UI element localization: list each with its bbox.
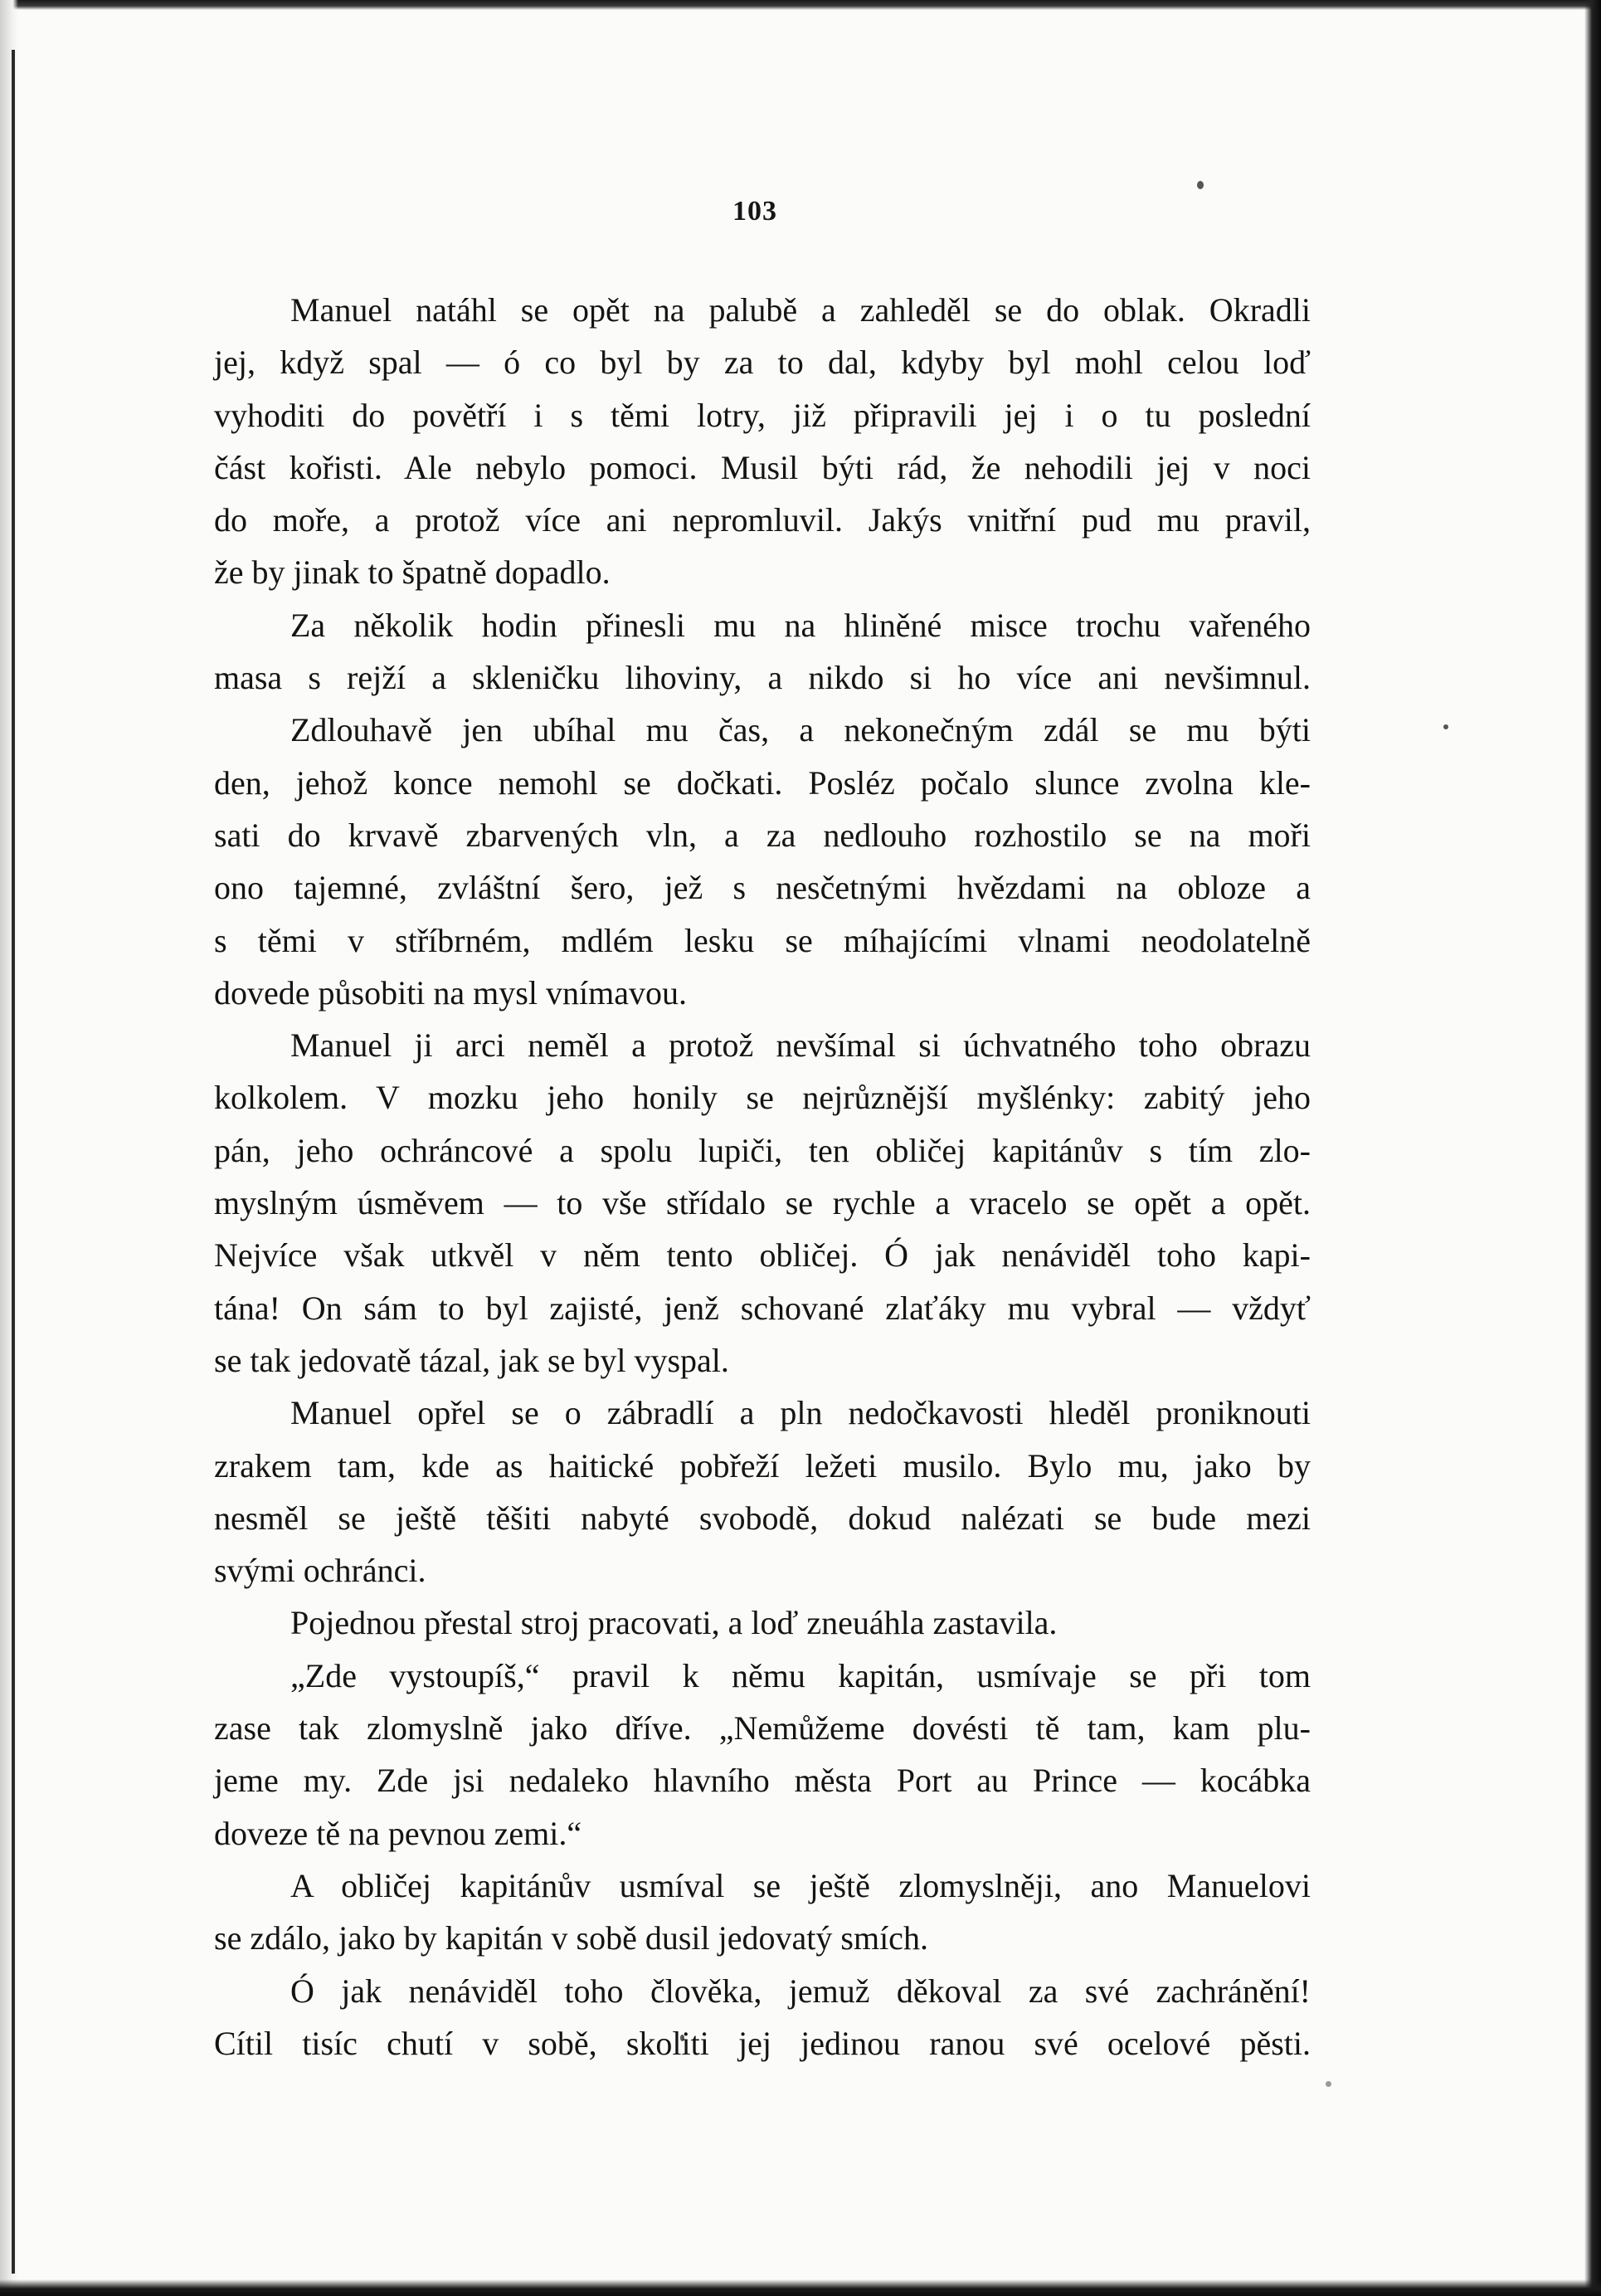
text-line: Cítil tisíc chutí v sobě, skoliti jej jedinou ranou své ocelové pěsti. — [214, 2024, 1311, 2062]
text-line: Pojednou přestal stroj pracovati, a loď zneuáhla zastavila. — [290, 1604, 1058, 1642]
scan-speck — [1443, 724, 1448, 729]
scan-edge-bottom — [0, 2279, 1601, 2296]
text-line: Manuel opřel se o zábradlí a pln nedočkavosti hleděl proniknouti — [290, 1394, 1311, 1432]
text-line: myslným úsměvem — to vše střídalo se rychle a vracelo se opět a opět. — [214, 1184, 1311, 1222]
text-line: svými ochránci. — [214, 1552, 426, 1590]
scan-edge-left — [0, 0, 18, 2296]
text-line: zrakem tam, kde as haitické pobřeží ležeti musilo. Bylo mu, jako by — [214, 1446, 1311, 1484]
text-line: A obličej kapitánův usmíval se ještě zlomyslněji, ano Manuelovi — [290, 1866, 1311, 1904]
body-text — [214, 284, 1311, 2069]
text-line: doveze tě na pevnou zemi.“ — [214, 1814, 582, 1852]
scan-speck — [1326, 2081, 1331, 2087]
text-line: masa s rejží a skleničku lihoviny, a nikdo si ho více ani nevšimnul. — [214, 659, 1311, 697]
binding-line — [12, 50, 15, 2274]
text-line: Ó jak nenáviděl toho člověka, jemuž děkoval za své zachránění! — [290, 1972, 1311, 2010]
text-line: „Zde vystoupíš,“ pravil k němu kapitán, usmívaje se při tom — [290, 1656, 1311, 1694]
page-number: 103 — [732, 196, 777, 227]
text-line: s těmi v stříbrném, mdlém lesku se míhajícími vlnami neodolatelně — [214, 921, 1311, 959]
text-line: Manuel natáhl se opět na palubě a zahleděl se do oblak. Okradli — [290, 291, 1311, 329]
text-line: že by jinak to špatně dopadlo. — [214, 553, 611, 592]
text-line: jeme my. Zde jsi nedaleko hlavního města Port au Prince — kocábka — [214, 1762, 1311, 1800]
text-line: jej, když spal — ó co byl by za to dal, kdyby byl mohl celou loď — [214, 344, 1311, 382]
text-line: se tak jedovatě tázal, jak se byl vyspal. — [214, 1341, 729, 1379]
text-line: sati do krvavě zbarvených vln, a za nedlouho rozhostilo se na moři — [214, 816, 1311, 854]
text-line: do moře, a protož více ani nepromluvil. Jakýs vnitřní pud mu pravil, — [214, 501, 1311, 539]
scan-edge-top — [0, 0, 1601, 10]
text-line: pán, jeho ochráncové a spolu lupiči, ten obličej kapitánův s tím zlo- — [214, 1131, 1311, 1169]
scan-edge-right — [1584, 0, 1601, 2296]
text-line: nesměl se ještě těšiti nabyté svobodě, dokud nalézati se bude mezi — [214, 1499, 1311, 1537]
text-line: tána! On sám to byl zajisté, jenž schované zlaťáky mu vybral — vždyť — [214, 1289, 1311, 1327]
text-line: dovede působiti na mysl vnímavou. — [214, 973, 687, 1012]
scan-speck — [1197, 181, 1204, 189]
text-line: Nejvíce však utkvěl v něm tento obličej. Ó jak nenáviděl toho kapi- — [214, 1236, 1311, 1275]
text-line: ono tajemné, zvláštní šero, jež s nesčetnými hvězdami na obloze a — [214, 869, 1311, 907]
text-line: vyhoditi do povětří i s těmi lotry, již připravili jej i o tu poslední — [214, 396, 1311, 434]
text-line: část kořisti. Ale nebylo pomoci. Musil býti rád, že nehodili jej v noci — [214, 448, 1311, 486]
text-line: den, jehož konce nemohl se dočkati. Posléz počalo slunce zvolna kle- — [214, 763, 1311, 802]
text-line: Zdlouhavě jen ubíhal mu čas, a nekonečným zdál se mu býti — [290, 711, 1311, 749]
text-line: Za několik hodin přinesli mu na hliněné misce trochu vařeného — [290, 606, 1311, 644]
text-line: zase tak zlomyslně jako dříve. „Nemůžeme dovésti tě tam, kam plu- — [214, 1709, 1311, 1748]
text-line: Manuel ji arci neměl a protož nevšímal si úchvatného toho obrazu — [290, 1026, 1311, 1065]
text-line: kolkolem. V mozku jeho honily se nejrůznější myšlénky: zabitý jeho — [214, 1079, 1311, 1117]
text-line: se zdálo, jako by kapitán v sobě dusil jedovatý smích. — [214, 1919, 928, 1957]
